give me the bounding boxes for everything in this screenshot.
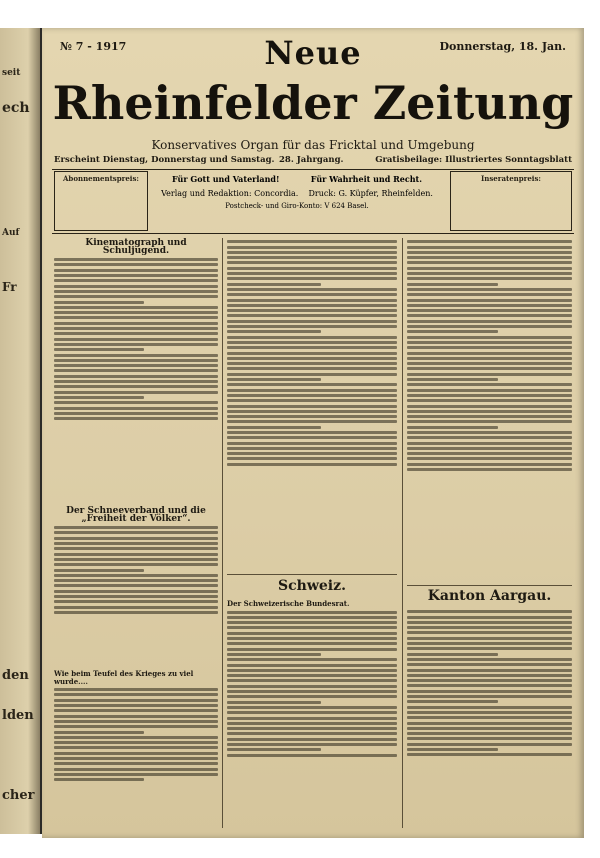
text-line [54, 704, 218, 707]
text-line [227, 452, 397, 455]
article-title-schnee: Der Schneeverband und die „Freiheit der Völker“. [66, 506, 206, 524]
text-line [227, 717, 397, 720]
text-line [407, 690, 572, 693]
text-line [227, 288, 397, 291]
text-line [227, 674, 397, 677]
text-line [227, 336, 397, 339]
publisher-box [152, 171, 442, 231]
text-line [407, 277, 572, 280]
text-line [227, 272, 397, 275]
text-line [54, 595, 218, 598]
printer: Druck: G. Küpfer, Rheinfelden. [308, 189, 433, 198]
slogan-left: Für Gott und Vaterland! [172, 174, 280, 184]
text-line [227, 669, 397, 672]
text-line [227, 748, 321, 751]
text-line [54, 359, 218, 362]
text-line [54, 531, 218, 534]
text-line [407, 325, 572, 328]
text-line [227, 711, 397, 714]
masthead-subtitle: Konservatives Organ für das Fricktal und Umgebung [151, 138, 475, 152]
text-line [407, 378, 498, 381]
text-line [227, 405, 397, 408]
text-line [54, 332, 218, 335]
text-line [407, 653, 498, 656]
text-line [54, 295, 218, 298]
text-line [54, 693, 218, 696]
text-line [54, 269, 218, 272]
text-line [227, 621, 397, 624]
text-line [227, 431, 397, 434]
text-line [227, 685, 397, 688]
supplement-note: Gratisbeilage: Illustriertes Sonntagsblatt [375, 155, 572, 165]
text-line [54, 720, 218, 723]
slogans [152, 174, 442, 185]
text-line [407, 389, 572, 392]
text-line [54, 417, 218, 420]
text-line [54, 279, 218, 282]
text-line [54, 338, 218, 341]
text-line [407, 610, 572, 613]
text-line [227, 330, 321, 333]
text-line [227, 632, 397, 635]
text-line [54, 327, 218, 330]
text-line [407, 309, 572, 312]
text-line [407, 383, 572, 386]
text-line [227, 325, 397, 328]
text-line [54, 263, 218, 266]
issue-number: № 7 - 1917 [60, 40, 127, 53]
text-line [407, 663, 572, 666]
column-separator [222, 238, 223, 828]
text-line [407, 732, 572, 735]
text-line [54, 542, 218, 545]
text-line [54, 316, 218, 319]
text-line [54, 301, 144, 304]
text-line [407, 256, 572, 259]
publication-info-row [54, 155, 572, 169]
text-line [227, 648, 397, 651]
divider-rule [52, 169, 574, 170]
text-line [227, 314, 397, 317]
text-line [227, 642, 397, 645]
text-line [54, 574, 218, 577]
section-title-schweiz: Schweiz. [278, 578, 346, 594]
text-line [227, 362, 397, 365]
text-line [407, 288, 572, 291]
text-line [227, 611, 397, 614]
text-line [407, 637, 572, 640]
edge-fragment: lden [2, 708, 34, 723]
text-line [407, 436, 572, 439]
text-line [54, 322, 218, 325]
text-line [407, 674, 572, 677]
text-line [407, 304, 572, 307]
text-line [227, 447, 397, 450]
text-line [227, 664, 397, 667]
text-line [227, 457, 397, 460]
text-line [407, 415, 572, 418]
text-line [407, 367, 572, 370]
masthead-title-top: Neue [264, 34, 362, 72]
text-line [227, 679, 397, 682]
text-line [227, 743, 397, 746]
text-line [54, 401, 218, 404]
text-line [227, 695, 397, 698]
text-line [54, 584, 218, 587]
newspaper-page [42, 28, 584, 838]
text-line [54, 364, 218, 367]
text-line [227, 690, 397, 693]
edge-fragment: den [2, 668, 29, 683]
text-line [407, 362, 572, 365]
edge-fragment: seit [2, 68, 21, 78]
text-line [407, 272, 572, 275]
text-line [227, 357, 397, 360]
edge-fragment: Fr [2, 280, 17, 294]
text-line [407, 399, 572, 402]
text-line [407, 706, 572, 709]
text-line [54, 407, 218, 410]
text-line [407, 711, 572, 714]
text-line [54, 757, 218, 760]
text-line [227, 389, 397, 392]
text-line [54, 311, 218, 314]
text-line [407, 394, 572, 397]
text-line [227, 754, 397, 757]
text-line [227, 626, 397, 629]
text-line [227, 251, 397, 254]
book-binding [0, 28, 44, 834]
slogan-right: Für Wahrheit und Recht. [310, 174, 422, 184]
text-line [227, 277, 397, 280]
issue-date: Donnerstag, 18. Jan. [439, 40, 566, 53]
text-line [227, 293, 397, 296]
text-line [407, 431, 572, 434]
text-line [54, 380, 218, 383]
text-line [407, 452, 572, 455]
column-3 [407, 238, 572, 578]
text-line [407, 684, 572, 687]
text-line [54, 375, 218, 378]
edge-fragment: ech [2, 100, 30, 116]
text-line [227, 426, 321, 429]
text-line [407, 373, 572, 376]
text-line [54, 752, 218, 755]
text-line [227, 463, 397, 466]
text-line [54, 537, 218, 540]
text-line [407, 716, 572, 719]
text-line [407, 669, 572, 672]
text-line [54, 590, 218, 593]
text-line [407, 463, 572, 466]
text-line [227, 442, 397, 445]
text-line [227, 399, 397, 402]
postal-account: Postcheck- und Giro-Konto: V 624 Basel. [225, 202, 369, 210]
text-line [227, 256, 397, 259]
text-line [407, 748, 498, 751]
column-3b [407, 608, 572, 828]
edge-fragment: Auf [2, 228, 20, 238]
text-line [54, 768, 218, 771]
text-line [407, 722, 572, 725]
column-separator [402, 238, 403, 828]
text-line [227, 267, 397, 270]
text-line [407, 626, 572, 629]
column-1b [54, 506, 218, 656]
text-line [227, 394, 397, 397]
column-1c [54, 668, 218, 828]
text-line [54, 385, 218, 388]
text-line [227, 352, 397, 355]
text-line [407, 442, 572, 445]
publication-schedule: Erscheint Dienstag, Donnerstag und Samstag. [54, 155, 275, 165]
text-line [407, 251, 572, 254]
text-line [407, 658, 572, 661]
text-line [54, 290, 218, 293]
text-line [407, 346, 572, 349]
text-line [54, 606, 218, 609]
text-line [407, 616, 572, 619]
text-line [227, 420, 397, 423]
text-line [54, 258, 218, 261]
text-line [54, 274, 218, 277]
text-line [407, 426, 498, 429]
text-line [407, 457, 572, 460]
text-line [54, 778, 144, 781]
text-line [54, 699, 218, 702]
text-line [54, 348, 144, 351]
text-line [407, 405, 572, 408]
text-line [407, 753, 572, 756]
text-line [227, 283, 321, 286]
text-line [407, 240, 572, 243]
text-line [407, 246, 572, 249]
text-line [407, 267, 572, 270]
text-line [227, 722, 397, 725]
column-2 [227, 238, 397, 568]
text-line [407, 352, 572, 355]
text-line [54, 306, 218, 309]
text-line [407, 420, 572, 423]
divider-rule [52, 233, 574, 234]
text-line [54, 746, 218, 749]
text-line [227, 706, 397, 709]
text-line [227, 383, 397, 386]
advertising-label: Inseratenpreis: [481, 174, 541, 183]
section-title-aargau: Kanton Aargau. [427, 588, 552, 604]
text-line [407, 647, 572, 650]
text-line [227, 320, 397, 323]
text-line [407, 330, 498, 333]
text-line [407, 410, 572, 413]
text-line [54, 762, 218, 765]
text-line [407, 700, 498, 703]
text-line [54, 563, 218, 566]
text-line [407, 631, 572, 634]
text-line [407, 283, 498, 286]
text-line [227, 658, 397, 661]
text-line [54, 725, 218, 728]
advertising-box [450, 171, 572, 231]
text-line [227, 346, 397, 349]
text-line [227, 410, 397, 413]
text-line [227, 616, 397, 619]
article-subhead-bundesrat: Der Schweizerische Bundesrat. [227, 599, 350, 608]
column-2b [227, 598, 397, 828]
text-line [407, 447, 572, 450]
text-line [54, 553, 218, 556]
text-line [54, 715, 218, 718]
text-line [407, 679, 572, 682]
section-rule [407, 585, 572, 586]
text-line [407, 293, 572, 296]
text-line [227, 240, 397, 243]
column-1 [54, 238, 218, 498]
article-title-kino: Kinematograph und Schuljugend. [85, 238, 187, 256]
text-line [227, 261, 397, 264]
adjacent-page-edge [0, 28, 40, 834]
text-line [227, 415, 397, 418]
text-line [227, 367, 397, 370]
text-line [54, 736, 218, 739]
text-line [407, 299, 572, 302]
text-line [54, 391, 218, 394]
text-line [407, 695, 572, 698]
article-note-krieg: Wie beim Teufel des Krieges zu viel wurde.... [54, 669, 194, 686]
text-line [227, 653, 321, 656]
text-line [227, 436, 397, 439]
text-line [54, 611, 218, 614]
text-line [407, 727, 572, 730]
text-line [54, 579, 218, 582]
subscription-label: Abonnementspreis: [63, 174, 139, 183]
text-line [54, 773, 218, 776]
text-line [407, 357, 572, 360]
text-line [54, 688, 218, 691]
text-line [54, 396, 144, 399]
text-line [227, 727, 397, 730]
masthead-title: Rheinfelder Zeitung [52, 76, 574, 130]
publication-year: 28. Jahrgang. [279, 155, 344, 165]
text-line [407, 737, 572, 740]
section-rule [227, 574, 397, 575]
text-line [54, 369, 218, 372]
text-line [54, 731, 144, 734]
text-line [227, 309, 397, 312]
text-line [227, 299, 397, 302]
text-line [407, 261, 572, 264]
text-line [54, 285, 218, 288]
text-line [54, 741, 218, 744]
text-line [227, 246, 397, 249]
text-line [227, 378, 321, 381]
text-line [227, 341, 397, 344]
text-line [407, 642, 572, 645]
text-line [407, 621, 572, 624]
text-line [227, 701, 321, 704]
publisher-line [152, 189, 442, 198]
text-line [227, 637, 397, 640]
text-line [407, 743, 572, 746]
text-line [54, 343, 218, 346]
text-line [54, 547, 218, 550]
text-line [54, 600, 218, 603]
publisher: Verlag und Redaktion: Concordia. [161, 189, 299, 198]
text-line [227, 304, 397, 307]
text-line [54, 569, 144, 572]
text-line [54, 526, 218, 529]
subscription-box [54, 171, 148, 231]
text-line [407, 468, 572, 471]
text-line [407, 320, 572, 323]
text-line [407, 336, 572, 339]
text-line [227, 732, 397, 735]
text-line [54, 412, 218, 415]
text-line [54, 709, 218, 712]
text-line [54, 558, 218, 561]
text-line [227, 738, 397, 741]
text-line [227, 373, 397, 376]
text-line [54, 354, 218, 357]
text-line [407, 314, 572, 317]
edge-fragment: cher [2, 788, 35, 803]
text-line [407, 341, 572, 344]
